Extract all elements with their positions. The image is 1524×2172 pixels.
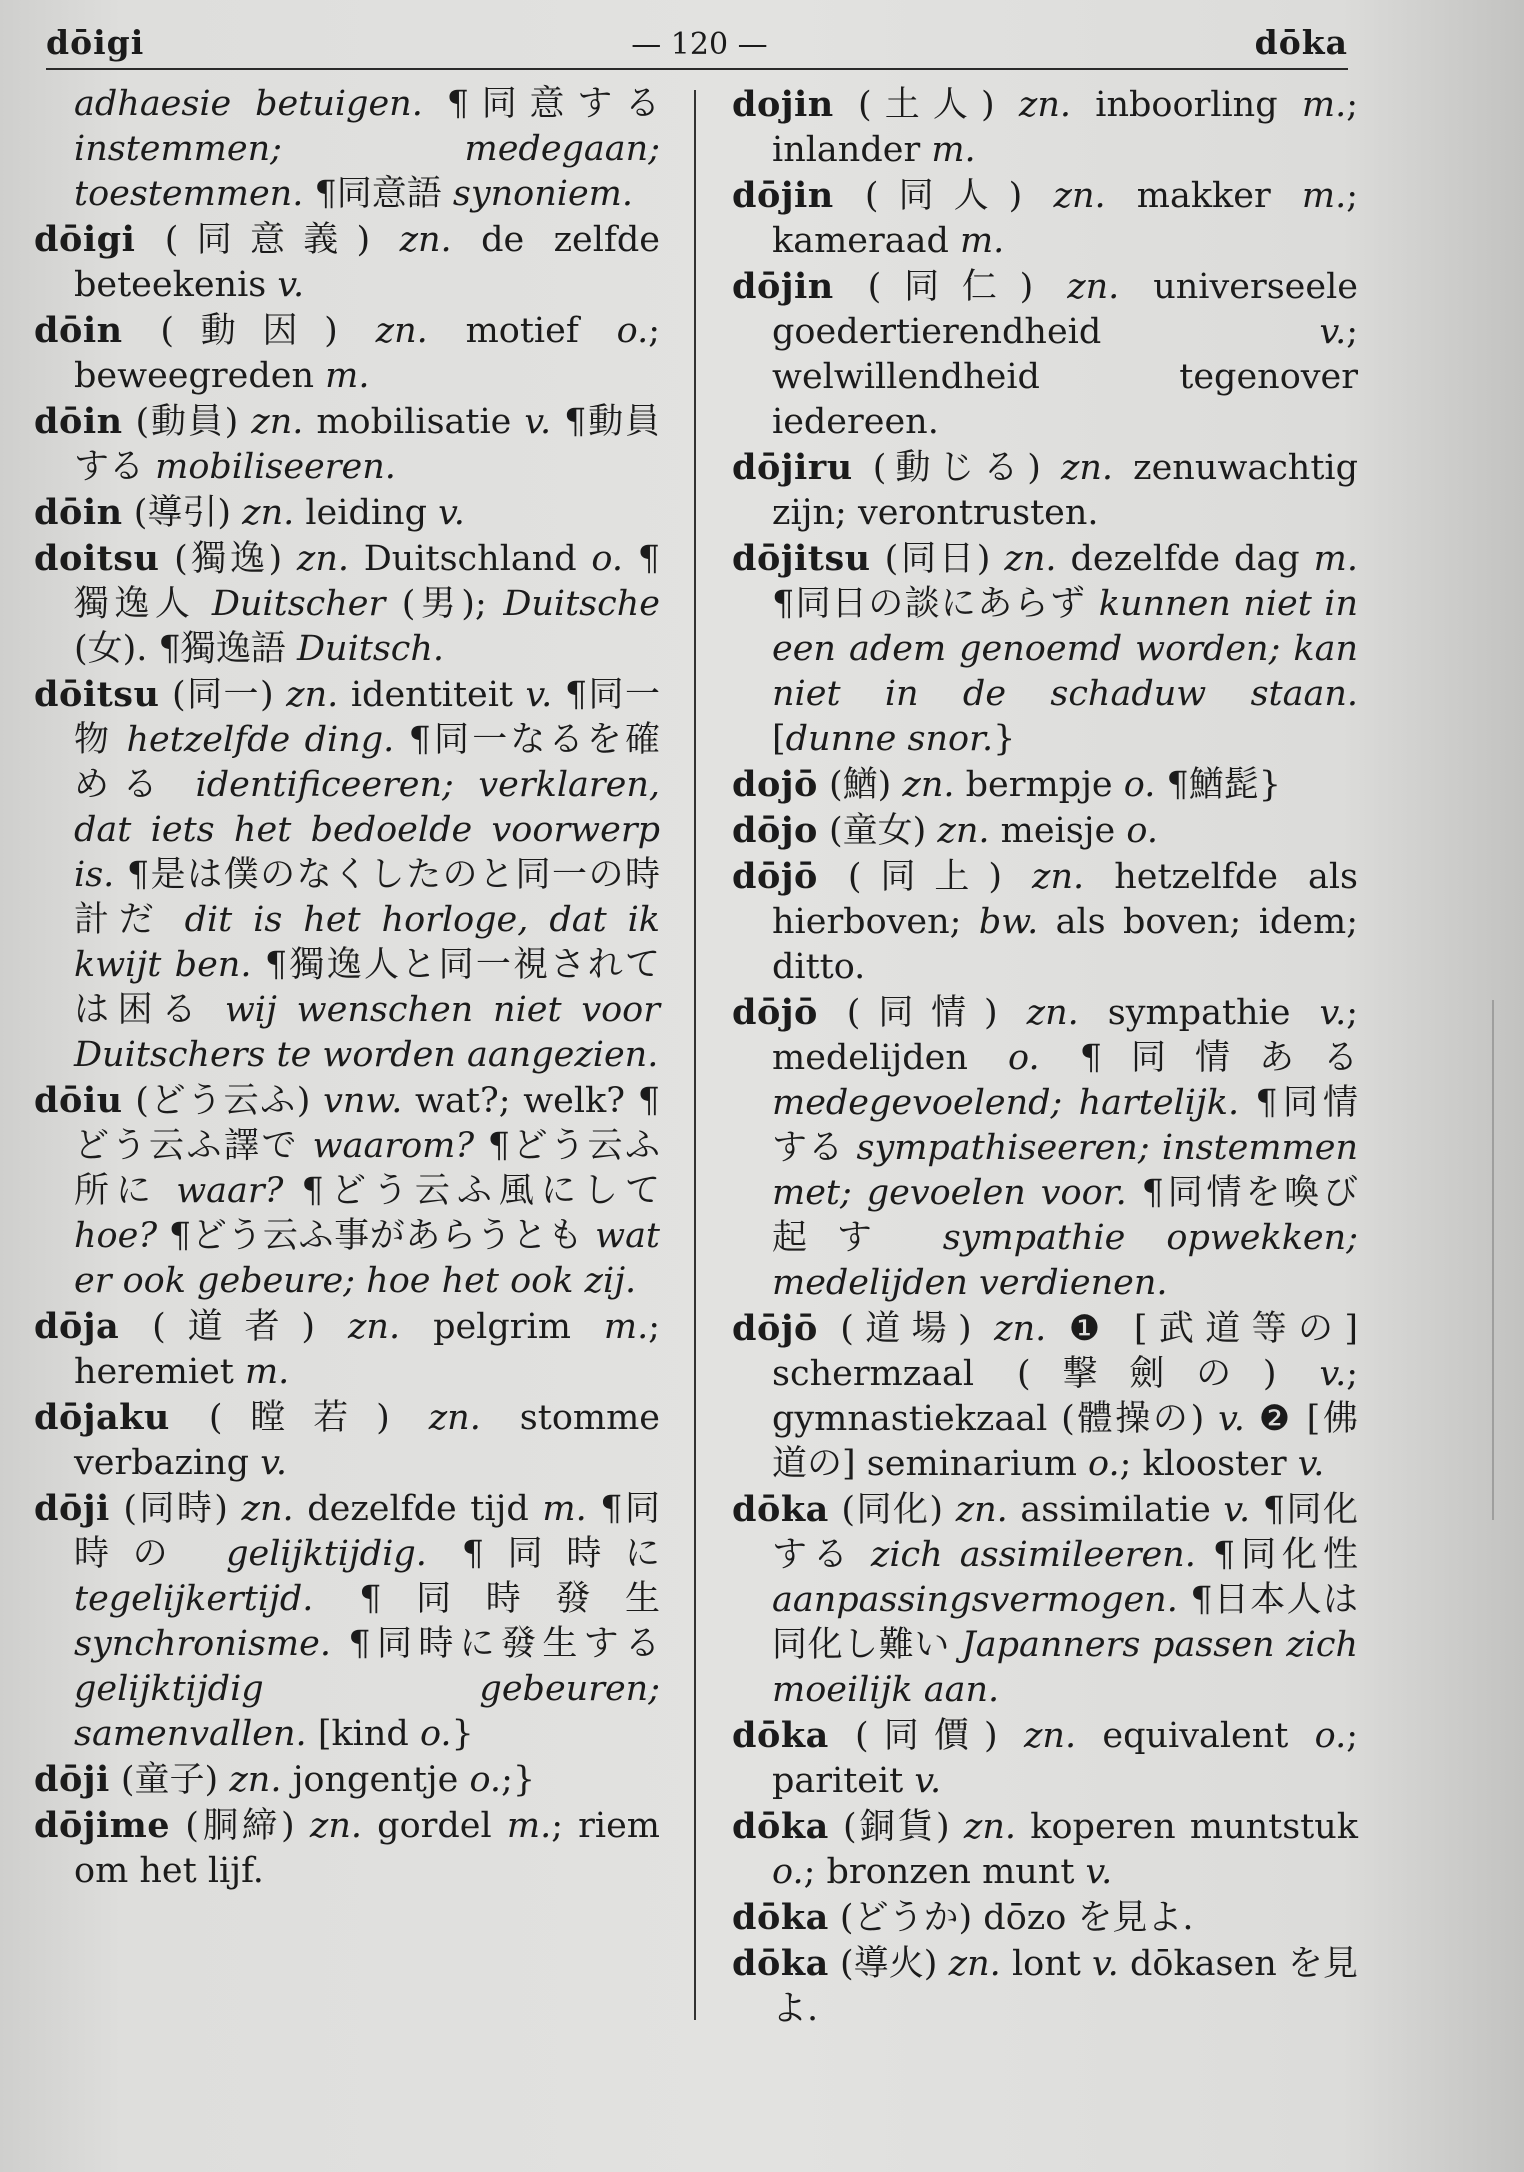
entry-text: ¶同意語 xyxy=(303,174,453,214)
entry-text: dōkasen を見よ. xyxy=(772,1944,1359,2029)
headword: dōji xyxy=(34,1488,110,1529)
entry-text: hetzelfde als hierboven; xyxy=(772,857,1359,942)
part-of-speech: v. xyxy=(1085,1852,1113,1892)
entry-text: ¶同情を喚び起す xyxy=(772,1173,1358,1258)
entry-text: (同人) xyxy=(833,176,1054,216)
header-left-word: dōigi xyxy=(46,23,145,62)
translation: mobiliseeren. xyxy=(155,447,396,487)
entry-text: ¶同情する xyxy=(772,1083,1358,1168)
headword: dōjō xyxy=(732,992,818,1033)
translation: adhaesie betuigen. xyxy=(74,84,423,124)
translation: hetzelfde ding. xyxy=(126,720,395,760)
translation: dunne snor. xyxy=(785,719,994,759)
headword: dōitsu xyxy=(34,674,160,715)
entry-text: ¶同時に發生する xyxy=(330,1624,660,1664)
part-of-speech: zn. xyxy=(1018,85,1072,125)
entry-text: (同時) xyxy=(109,1489,242,1529)
entry-text: ❶ [武道等の] schermzaal (撃劍の) xyxy=(772,1309,1358,1394)
entry-text: (胴締) xyxy=(170,1806,310,1846)
part-of-speech: v. xyxy=(1218,1399,1245,1439)
translation: gelijktijdig gebeuren; samenvallen. xyxy=(74,1669,660,1754)
headword: dōjitsu xyxy=(732,538,871,579)
part-of-speech: o. xyxy=(591,539,624,579)
entry-text: (導引) xyxy=(122,493,243,533)
left-column xyxy=(34,82,694,2012)
entry-text: (女). ¶獨逸語 xyxy=(74,629,297,669)
dictionary-entry xyxy=(732,82,1358,173)
entry-text: ; klooster xyxy=(1119,1444,1298,1484)
entry-text: wat?; welk? ¶どう云ふ譯で xyxy=(74,1081,660,1166)
entry-text: (男); xyxy=(385,584,504,624)
entry-text: zenuwachtig zijn; verontrusten. xyxy=(772,448,1359,533)
entry-text: ; welwillendheid tegenover iedereen. xyxy=(772,312,1358,442)
entry-text: ; bronzen munt xyxy=(803,1852,1086,1892)
headword: dōiu xyxy=(34,1080,123,1121)
part-of-speech: v. xyxy=(524,402,552,442)
entry-text: ¶同時の xyxy=(74,1489,660,1574)
entry-text: ¶同時に xyxy=(426,1534,660,1574)
translation: identificeeren; verklaren, dat iets het bedoelde voorwerp is. xyxy=(74,765,660,895)
part-of-speech: v. xyxy=(438,493,465,533)
translation: aanpassingsvermogen. xyxy=(772,1580,1178,1620)
part-of-speech: m. xyxy=(244,1352,290,1392)
translation: zich assimileeren. xyxy=(870,1535,1196,1575)
headword: dōin xyxy=(34,401,123,442)
translation: synoniem. xyxy=(452,174,634,214)
part-of-speech: m. xyxy=(1301,85,1347,125)
headword: dōka xyxy=(732,1897,829,1938)
entry-text: ¶どう云ふ事があらうとも xyxy=(157,1216,596,1256)
part-of-speech: o. xyxy=(1126,811,1158,851)
part-of-speech: m. xyxy=(931,130,976,170)
entry-text: ; kameraad xyxy=(772,176,1359,261)
part-of-speech: m. xyxy=(506,1806,552,1846)
entry-text: ; beweegreden xyxy=(74,311,661,396)
entry-text: de zelfde beteekenis xyxy=(74,220,660,305)
headword: dōka xyxy=(732,1806,829,1847)
entry-text: (同價) xyxy=(828,1716,1024,1756)
entry-text: ; gymnastiekzaal (體操の) xyxy=(772,1354,1358,1439)
part-of-speech: o. xyxy=(616,311,649,351)
right-column xyxy=(696,82,1359,2029)
entry-text: inboorling xyxy=(1071,85,1302,125)
dictionary-entry xyxy=(34,490,660,536)
headword: dōjin xyxy=(732,266,834,307)
entry-text: ¶是は僕のなくしたのと同一の時計だ xyxy=(74,855,660,940)
dictionary-entry xyxy=(34,82,660,217)
dictionary-entry xyxy=(732,808,1358,854)
dictionary-entry xyxy=(34,399,660,490)
dictionary-entry xyxy=(34,1395,660,1486)
dictionary-entry xyxy=(732,1804,1358,1895)
dictionary-entry xyxy=(732,536,1358,762)
entry-text: dezelfde dag xyxy=(1056,539,1314,579)
part-of-speech: m. xyxy=(325,356,370,396)
headword: dōja xyxy=(34,1306,120,1347)
dictionary-entry xyxy=(732,1306,1358,1487)
binding-shadow xyxy=(1492,1000,1504,1520)
translation: Duitscher xyxy=(211,584,386,624)
headword: dōjime xyxy=(34,1805,171,1846)
part-of-speech: zn. xyxy=(347,1307,401,1347)
entry-text: (土人) xyxy=(833,85,1019,125)
entry-text: ¶鰌髭} xyxy=(1155,765,1282,805)
translation: Duitsch. xyxy=(296,629,445,669)
part-of-speech: m. xyxy=(542,1489,587,1529)
entry-text: (道場) xyxy=(817,1309,995,1349)
part-of-speech: zn. xyxy=(309,1806,362,1846)
entry-text: jongentje xyxy=(281,1760,470,1800)
entry-text: ¶同時發生 xyxy=(313,1579,660,1619)
entry-text: } xyxy=(451,1714,474,1754)
entry-text: (童女) xyxy=(817,811,938,851)
translation: dit is het horloge, dat ik kwijt ben. xyxy=(74,900,660,985)
entry-text: (同一) xyxy=(159,675,287,715)
dictionary-entry xyxy=(34,1304,660,1395)
entry-text: koperen muntstuk xyxy=(1016,1807,1358,1847)
entry-text: (同日) xyxy=(870,539,1005,579)
dictionary-entry xyxy=(732,1713,1358,1804)
part-of-speech: v. xyxy=(1297,1444,1325,1484)
part-of-speech: m. xyxy=(603,1307,649,1347)
entry-text: (動因) xyxy=(122,311,376,351)
entry-text: motief xyxy=(427,311,617,351)
entry-text: gordel xyxy=(362,1806,507,1846)
part-of-speech: vnw. xyxy=(323,1081,403,1121)
part-of-speech: v. xyxy=(260,1443,287,1483)
headword: dōjo xyxy=(732,810,818,851)
entry-text: pelgrim xyxy=(400,1307,604,1347)
translation: gelijktijdig. xyxy=(226,1534,427,1574)
entry-text: ❷ [佛道の] seminarium xyxy=(772,1399,1358,1484)
entry-text: ¶獨逸人 xyxy=(74,539,660,624)
part-of-speech: zn. xyxy=(1004,539,1057,579)
dictionary-entry xyxy=(34,1803,660,1894)
headword: dōjō xyxy=(732,1308,818,1349)
entry-text: als boven; idem; ditto. xyxy=(772,902,1358,987)
part-of-speech: m. xyxy=(1313,539,1358,579)
dictionary-entry xyxy=(732,1487,1358,1713)
part-of-speech: zn. xyxy=(399,220,452,260)
dictionary-entry xyxy=(34,1757,660,1803)
entry-text: ; medelijden xyxy=(772,993,1358,1078)
part-of-speech: zn. xyxy=(1026,993,1079,1033)
headword: dōin xyxy=(34,310,123,351)
entry-text: sympathie xyxy=(1078,993,1320,1033)
dictionary-entry xyxy=(732,1895,1358,1941)
translation: wat er ook gebeure; hoe het ook zij. xyxy=(74,1216,660,1301)
entry-text: (獨逸) xyxy=(159,539,297,579)
part-of-speech: zn. xyxy=(902,765,955,805)
entry-text: stomme verbazing xyxy=(74,1398,660,1483)
part-of-speech: o. xyxy=(1123,765,1156,805)
part-of-speech: m. xyxy=(1301,176,1347,216)
entry-text: (動じる) xyxy=(852,448,1061,488)
entry-text: (どう云ふ) xyxy=(122,1081,324,1121)
dictionary-entry xyxy=(34,1486,660,1757)
entry-text: ; inlander xyxy=(772,85,1359,170)
columns xyxy=(34,82,1359,2029)
entry-text: ; pariteit xyxy=(772,1716,1359,1801)
entry-text: universeele goedertierendheid xyxy=(772,267,1359,352)
entry-text: ¶同化する xyxy=(772,1490,1358,1575)
dictionary-entry xyxy=(732,173,1358,264)
part-of-speech: bw. xyxy=(978,902,1039,942)
translation: sympathie opwekken; medelijden verdienen. xyxy=(772,1218,1358,1303)
page-header xyxy=(46,0,1348,70)
headword: dojin xyxy=(732,84,834,125)
headword: dōjō xyxy=(732,856,818,897)
part-of-speech: o. xyxy=(1008,1038,1040,1078)
entry-text: ¶動員する xyxy=(74,402,660,487)
part-of-speech: zn. xyxy=(1023,1716,1077,1756)
page-number: — 120 — xyxy=(631,27,768,62)
part-of-speech: o. xyxy=(469,1760,502,1800)
headword: dōjin xyxy=(732,175,834,216)
entry-text: ¶同一なるを確める xyxy=(74,720,660,805)
dictionary-entry xyxy=(732,762,1358,808)
part-of-speech: v. xyxy=(277,265,305,305)
translation: hoe? xyxy=(74,1216,158,1256)
entry-text: Duitschland xyxy=(349,539,592,579)
part-of-speech: zn. xyxy=(1032,857,1085,897)
entry-text: identiteit xyxy=(338,675,526,715)
headword: dōjaku xyxy=(34,1397,170,1438)
headword: dōin xyxy=(34,492,123,533)
entry-text: (童子) xyxy=(109,1760,230,1800)
entry-text: ¶同一物 xyxy=(74,675,660,760)
entry-text: ¶どう云ふ風にして xyxy=(283,1171,660,1211)
part-of-speech: zn. xyxy=(241,1489,294,1529)
part-of-speech: zn. xyxy=(296,539,350,579)
dictionary-entry xyxy=(34,672,660,1078)
entry-text: (どうか) dōzo を見よ. xyxy=(828,1898,1194,1938)
part-of-speech: v. xyxy=(1092,1944,1119,1984)
entry-text: (同上) xyxy=(817,857,1033,897)
translation: synchronisme. xyxy=(74,1624,331,1664)
dictionary-entry xyxy=(732,445,1358,536)
translation: kunnen niet in een adem genoemd worden; kan niet in de schaduw staan. xyxy=(772,584,1358,714)
part-of-speech: zn. xyxy=(1060,448,1114,488)
entry-text: ¶同日の談にあらず xyxy=(772,584,1099,624)
headword: dōji xyxy=(34,1759,110,1800)
entry-text: (道者) xyxy=(119,1307,348,1347)
entry-text: (動員) xyxy=(122,402,252,442)
dictionary-entry xyxy=(34,1078,660,1304)
translation: Japanners passen zich moeilijk aan. xyxy=(772,1625,1358,1710)
part-of-speech: zn. xyxy=(955,1490,1008,1530)
part-of-speech: zn. xyxy=(428,1398,481,1438)
part-of-speech: o. xyxy=(419,1714,452,1754)
part-of-speech: zn. xyxy=(229,1760,282,1800)
translation: waarom? xyxy=(312,1126,475,1166)
entry-text: (同意義) xyxy=(135,220,400,260)
part-of-speech: zn. xyxy=(1053,176,1106,216)
entry-text: ;} xyxy=(501,1760,536,1800)
translation: wij wenschen niet voor Duitschers te worden aangezien. xyxy=(74,990,660,1075)
part-of-speech: zn. xyxy=(994,1309,1047,1349)
entry-text: mobilisatie xyxy=(303,402,525,442)
entry-text: lont xyxy=(1000,1944,1093,1984)
part-of-speech: zn. xyxy=(963,1807,1017,1847)
dictionary-entry xyxy=(34,536,660,672)
entry-text: } xyxy=(993,719,1016,759)
entry-text: makker xyxy=(1105,176,1302,216)
entry-text: [kind xyxy=(306,1714,420,1754)
headword: doitsu xyxy=(34,538,160,579)
part-of-speech: o. xyxy=(772,1852,804,1892)
dictionary-entry xyxy=(732,264,1358,445)
entry-text: ¶同化性 xyxy=(1195,1535,1358,1575)
entry-text: (同情) xyxy=(817,993,1027,1033)
part-of-speech: m. xyxy=(959,221,1005,261)
part-of-speech: zn. xyxy=(1067,267,1120,307)
entry-text: bermpje xyxy=(954,765,1124,805)
entry-text: leiding xyxy=(294,493,439,533)
entry-text: assimilatie xyxy=(1007,1490,1224,1530)
entry-text: (同化) xyxy=(828,1490,956,1530)
entry-text: [ xyxy=(772,719,786,759)
dictionary-entry xyxy=(732,854,1358,990)
entry-text: dezelfde tijd xyxy=(293,1489,543,1529)
dictionary-entry xyxy=(34,217,660,308)
header-right-word: dōka xyxy=(1254,23,1348,62)
dictionary-entry xyxy=(732,990,1358,1306)
entry-text: ; riem om het lijf. xyxy=(74,1806,660,1891)
part-of-speech: zn. xyxy=(375,311,428,351)
headword: dōigi xyxy=(34,219,136,260)
translation: tegelijkertijd. xyxy=(74,1579,314,1619)
entry-text: equivalent xyxy=(1076,1716,1315,1756)
entry-text: (導火) xyxy=(828,1944,949,1984)
entry-text: meisje xyxy=(989,811,1127,851)
entry-text: ¶同情ある xyxy=(1039,1038,1358,1078)
headword: dōjiru xyxy=(732,447,853,488)
entry-text: ¶日本人は同化し難い xyxy=(772,1580,1358,1665)
part-of-speech: v. xyxy=(914,1761,942,1801)
part-of-speech: zn. xyxy=(242,493,295,533)
entry-text: (銅貨) xyxy=(828,1807,964,1847)
entry-text: ; heremiet xyxy=(74,1307,660,1392)
part-of-speech: o. xyxy=(1314,1716,1347,1756)
translation: waar? xyxy=(176,1171,284,1211)
entry-text: (瞠若) xyxy=(169,1398,429,1438)
part-of-speech: zn. xyxy=(251,402,304,442)
entry-text: (同仁) xyxy=(833,267,1068,307)
part-of-speech: zn. xyxy=(937,811,990,851)
dictionary-entry xyxy=(732,1941,1358,2032)
headword: dōka xyxy=(732,1715,829,1756)
entry-text: ¶同意する xyxy=(422,84,660,124)
part-of-speech: o. xyxy=(1088,1444,1120,1484)
part-of-speech: v. xyxy=(1319,993,1347,1033)
headword: dōka xyxy=(732,1489,829,1530)
entry-text: ¶獨逸人と同一視されては困る xyxy=(74,945,660,1030)
part-of-speech: v. xyxy=(1319,1354,1347,1394)
translation: Duitsche xyxy=(503,584,660,624)
translation: instemmen; medegaan; toestemmen. xyxy=(74,129,660,214)
headword: dojō xyxy=(732,764,818,805)
part-of-speech: v. xyxy=(525,675,553,715)
translation: sympathiseeren; instemmen met; gevoelen voor. xyxy=(772,1128,1358,1213)
part-of-speech: zn. xyxy=(948,1944,1001,1984)
entry-text: ¶どう云ふ所に xyxy=(74,1126,660,1211)
part-of-speech: zn. xyxy=(286,675,339,715)
part-of-speech: v. xyxy=(1223,1490,1251,1530)
translation: medegevoelend; hartelijk. xyxy=(772,1083,1240,1123)
dictionary-entry xyxy=(34,308,660,399)
entry-text: (鰌) xyxy=(817,765,903,805)
part-of-speech: v. xyxy=(1319,312,1347,352)
headword: dōka xyxy=(732,1943,829,1984)
